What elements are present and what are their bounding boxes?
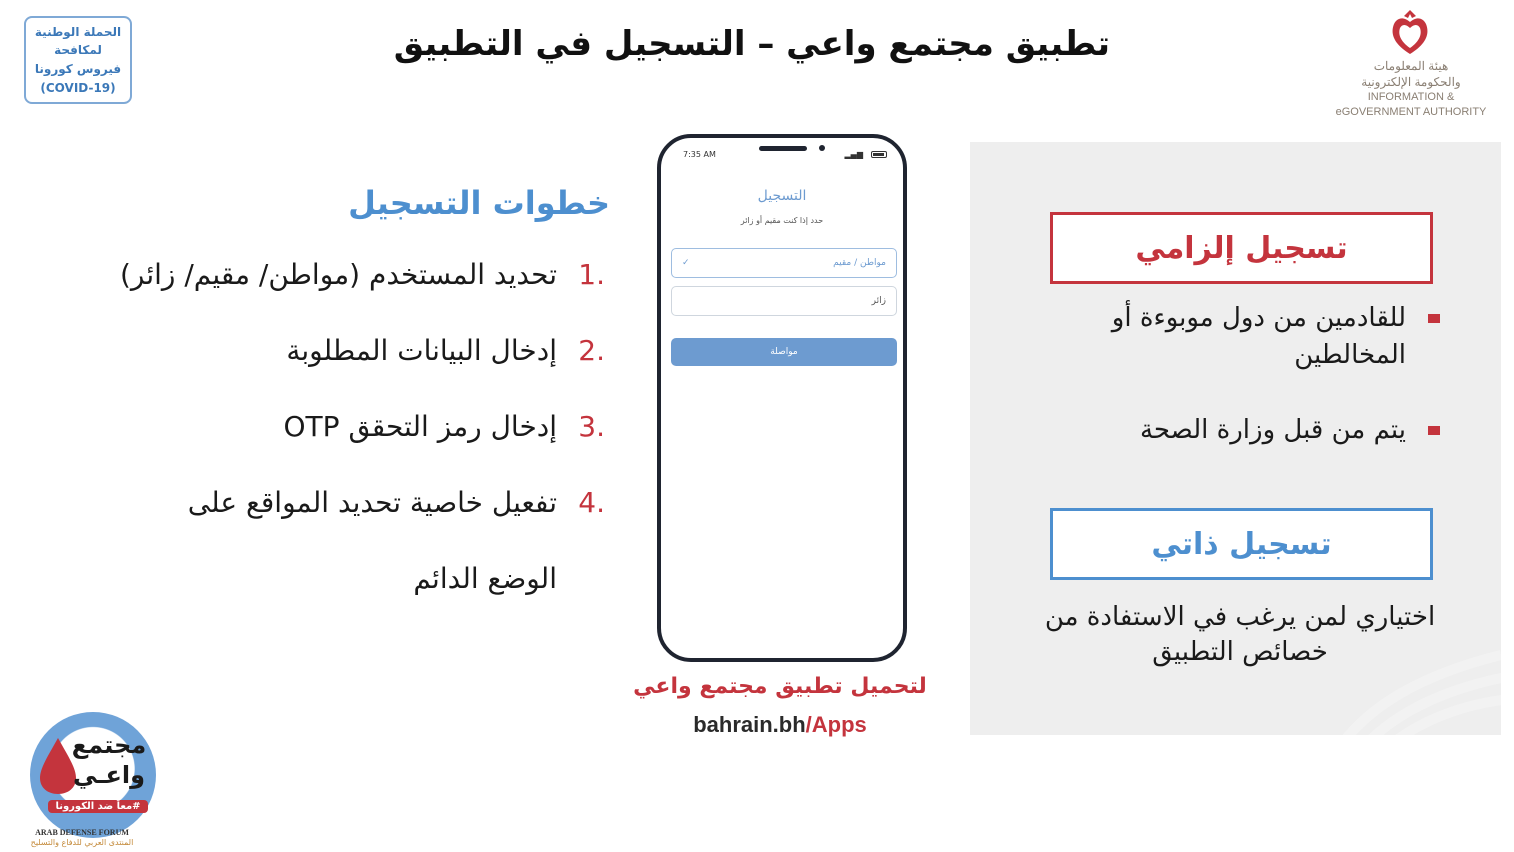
- campaign-badge-line: (COVID-19): [40, 80, 116, 95]
- steps-title: خطوات التسجيل: [348, 184, 610, 222]
- forum-watermark-ar: المنتدى العربي للدفاع والتسليح: [30, 838, 134, 847]
- bullet-square-icon: [1428, 426, 1440, 435]
- self-registration-description: اختياري لمن يرغب في الاستفادة من خصائص التطبيق: [1044, 602, 1436, 667]
- community-logo-name: [64, 730, 154, 790]
- download-domain: bahrain.bh: [693, 712, 806, 737]
- phone-camera: [819, 145, 825, 151]
- page-title: تطبيق مجتمع واعي – التسجيل في التطبيق: [393, 24, 1110, 64]
- check-icon: ✓: [682, 258, 690, 268]
- bullet-text: للقادمين من دول موبوءة أو المخالطين: [1111, 303, 1406, 370]
- bullet-text: يتم من قبل وزارة الصحة: [1139, 415, 1406, 445]
- authority-name-en: INFORMATION &: [1367, 91, 1455, 104]
- step-text: تحديد المستخدم (مواطن/ مقيم/ زائر): [119, 258, 557, 291]
- step-text: إدخال البيانات المطلوبة: [286, 334, 557, 367]
- step-item: [60, 410, 605, 486]
- step-text: تفعيل خاصية تحديد المواقع على: [187, 486, 557, 519]
- phone-mockup: [657, 134, 907, 662]
- campaign-badge: [24, 16, 132, 104]
- community-hashtag: #معاً ضد الكورونا: [48, 800, 148, 813]
- step-number: .1: [578, 258, 605, 291]
- step-number: .2: [578, 334, 605, 367]
- community-logo-name-line: واعـي: [72, 761, 146, 789]
- campaign-badge-line: الحملة الوطنية: [34, 24, 122, 39]
- step-item: [60, 258, 605, 334]
- campaign-badge-line: لمكافحة: [54, 43, 102, 58]
- step-number: .3: [578, 410, 605, 443]
- signal-icon: ▂▄▆: [844, 150, 863, 159]
- download-label: لتحميل تطبيق مجتمع واعي: [633, 674, 927, 699]
- phone-screen-subtitle: حدد إذا كنت مقيم أو زائر: [740, 216, 824, 225]
- authority-name-en: eGOVERNMENT AUTHORITY: [1335, 106, 1487, 119]
- authority-logo: [1326, 10, 1496, 122]
- battery-icon: [871, 151, 887, 158]
- authority-name-ar: هيئة المعلومات: [1373, 59, 1449, 73]
- phone-speaker: [759, 146, 807, 151]
- step-text-continued: الوضع الدائم: [413, 562, 557, 595]
- authority-name-ar: والحكومة الإلكترونية: [1361, 75, 1461, 90]
- download-link[interactable]: [620, 712, 940, 738]
- option-label: مواطن / مقيم: [833, 258, 886, 268]
- step-number: .4: [578, 486, 605, 519]
- step-item: [60, 334, 605, 410]
- bahrain-emblem-icon: [1388, 10, 1432, 56]
- forum-watermark-en: ARAB DEFENSE FORUM: [35, 828, 129, 837]
- option-label: زائر: [871, 296, 886, 306]
- step-item: [60, 486, 605, 562]
- continue-button[interactable]: مواصلة: [671, 338, 897, 366]
- step-text: إدخال رمز التحقق OTP: [283, 410, 557, 443]
- download-path: /Apps: [805, 712, 867, 737]
- self-registration-box: تسجيل ذاتي: [1050, 508, 1433, 580]
- mandatory-registration-box: تسجيل إلزامي: [1050, 212, 1433, 284]
- mandatory-bullets: [1010, 300, 1440, 487]
- phone-status-time: 7:35 AM: [683, 150, 716, 159]
- authority-name: [1326, 58, 1496, 120]
- steps-list: [60, 258, 605, 638]
- option-citizen-resident[interactable]: [671, 248, 897, 278]
- bullet-square-icon: [1428, 314, 1440, 323]
- campaign-badge-line: فيروس كورونا: [34, 62, 122, 76]
- community-logo: [12, 708, 162, 848]
- community-logo-name-line: مجتمع: [71, 731, 147, 759]
- registration-types-panel: [970, 142, 1501, 735]
- option-visitor[interactable]: [671, 286, 897, 316]
- bullet-item: [1010, 300, 1440, 374]
- phone-screen-title: التسجيل: [757, 188, 807, 204]
- bullet-item: [1010, 412, 1440, 449]
